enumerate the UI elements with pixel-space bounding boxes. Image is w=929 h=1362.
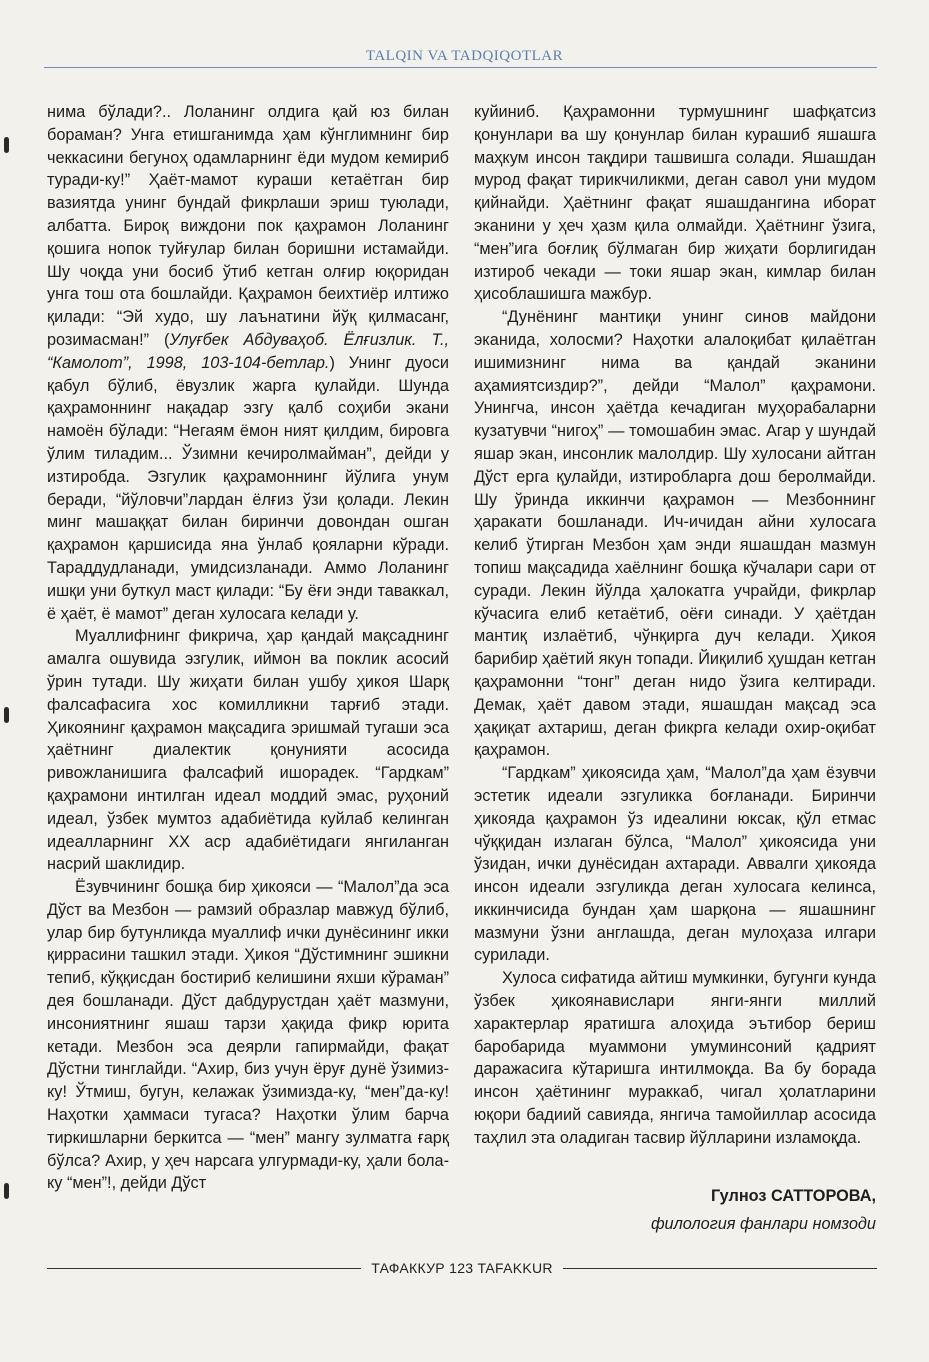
paragraph: Хулоса сифатида айтиш мумкинки, бугунги кунда ўзбек ҳикоянавислари янги-янги миллий характерлар яратишга алоҳида эътибор бериш баробарида муаммони умуминсоний қадрият даражасига кўтаришга интилмоқда. Ва бу борада инсон ҳаётининг мураккаб, чигал ҳолатларини юқори бадиий савияда, янгича тамойиллар асосида таҳлил эта оладиган тасвир йўлларини изламоқда. bbox=[474, 969, 876, 1147]
paragraph: куйиниб. Қаҳрамонни турмушнинг шафқатсиз қонунлари ва шу қонунлар билан курашиб яшашга маҳкум инсон тақдири ташвишга солади. Яшашдан мурод фақат тирикчиликми, деган савол уни мудом қийнайди. Ҳаётнинг фақат яшашдангина иборат эканини у ҳеч ҳазм қила олмайди. Ҳаётнинг ўзига, “мен”ига боғлиқ бўлмаган бир жиҳати борлигидан изтироб чекади — токи яшар экан, кимлар билан ҳисоблашишга мажбур. bbox=[474, 103, 876, 304]
author-name: Гулноз САТТОРОВА, bbox=[711, 1187, 876, 1205]
binder-hole-mark bbox=[4, 1183, 9, 1199]
paragraph: нима бўлади?.. Лоланинг олдига қай юз билан бораман? Унга етишганимда ҳам кўнглимнинг бир чеккасини бегуноҳ одамларнинг ёди мудом кемириб туради-ку!” Ҳаёт-мамот кураши кетаётган бир вазиятда унинг бундай фикрлаши эриш туюлади, албатта. Бироқ виждони пок қаҳрамон Лоланинг қошига нопок туйғулар билан боришни истамайди. Шу чоқда уни босиб ўтиб кетган олғир юқоридан унга тош ота бошлайди. Қаҳрамон беихтиёр илтижо қилади: “Эй худо, шу лаънатини йўқ қилмасанг, розимасман!” (Улуғбек Абдуваҳоб. Ёлғизлик. Т., “Камолот”, 1998, 103-104-бетлар.) Унинг дуоси қабул бўлиб, ёвузлик жарга қулайди. Шунда қаҳрамоннинг нақадар эзгу қалб соҳиби экани намоён бўлади: “Негаям ёмон ният қилдим, бировга ўлим тиладим... Ўзимни кечиролмайман”, дейди у изтиробда. Эзгулик қаҳрамоннинг йўлига унум беради, “йўловчи”лардан ёлғиз ўзи қолади. Лекин минг машаққат билан биринчи довондан ошган қаҳрамон қаршисида яна ўнлаб қояларни кўради. Тараддудланади, умидсизланади. Аммо Лоланинг ишқи уни буткул маст қилади: “Бу ёғи энди таваккал, ё ҳаёт, ё мамот” деган хулосага келади у. bbox=[47, 103, 450, 623]
author-signature bbox=[474, 1182, 876, 1238]
footer-rule-right bbox=[563, 1268, 877, 1269]
binder-hole-mark bbox=[4, 707, 9, 723]
header-rule bbox=[44, 67, 877, 68]
paragraph: “Дунёнинг мантиқи унинг синов майдони эканида, холосми? Наҳотки алалоқибат қилаётган ишимизнинг нима ва қандай эканини аҳамиятсиздир?”, дейди “Малол” қаҳрамони. Унингча, инсон ҳаётда кечадиган муҳорабаларни кузатувчи “нигоҳ” — томошабин эмас. Агар у шундай яшар экан, инсонлик малолдир. Шу хулосани айтган Дўст ерга қулайди, изтиробларга дош беролмайди. Шу ўринда иккинчи қаҳрамон — Мезбоннинг ҳаракати бошланади. Ич-ичидан айни хулосага келиб ўтирган Мезбон ҳам энди яшашдан мазмун топиш мақсадида хаёлнинг бошқа кўчалари сари от суради. Лекин йўлда ҳалокатга учрайди, фикрлар кўчасига елиб кетаётиб, оёғи синади. У ҳаётдан мантиқ излаётиб, чўнқирга дуч келади. Ҳикоя барибир ҳаётий якун топади. Йиқилиб ҳушдан кетган қаҳрамонни “тонг” деган нидо ўзига келтиради. Демак, ҳаёт давом этади, яшашдан мақсад эса ҳақиқат ахтариш, деган фикрга келади охир-оқибат қаҳрамон. bbox=[474, 308, 876, 760]
left-column bbox=[47, 101, 449, 1195]
author-title: филология фанлари номзоди bbox=[650, 1215, 876, 1233]
paragraph: “Гардкам” ҳикоясида ҳам, “Малол”да ҳам ёзувчи эстетик идеали эзгуликка боғланади. Биринчи ҳикояда қаҳрамон ўз идеалини юксак, қўл етмас чўққидан излаган бўлса, “Малол” ҳикоясида уни ўзидан, ички дунёсидан ахтаради. Аввалги ҳикояда инсон идеали эзгуликда деган хулосага келинса, иккинчисида бундан ҳам шарқона — яшашнинг мазмуни ўзни англашда, деган мулоҳаза илгари сурилади. bbox=[474, 764, 876, 965]
footer-rule-left bbox=[47, 1268, 361, 1269]
binder-hole-mark bbox=[4, 137, 9, 153]
paragraph: Муаллифнинг фикрича, ҳар қандай мақсаднинг амалга ошувида эзгулик, иймон ва поклик асосий ўрин тутади. Шу жиҳати билан ушбу ҳикоя Шарқ фалсафасига хос комилликни тарғиб этади. Ҳикоянинг қаҳрамон мақсадига эришмай тугаши эса ҳаётнинг диалектик қонунияти асосида ривожланишига фалсафий ишорадек. “Гардкам” қаҳрамони интилган идеал моддий эмас, руҳоний идеал, ўзбек мумтоз адабиётида куйлаб келинган идеалларнинг XX аср адабиётидаги янгиланган насрий шаклидир. bbox=[47, 627, 449, 874]
right-column bbox=[474, 101, 876, 1150]
citation: Улуғбек Абдуваҳоб. Ёлғизлик. Т., “Камолот”, 1998, 103-104-бетлар. bbox=[47, 330, 449, 372]
footer-page-label: ТАФАККУР 123 TAFAKKUR bbox=[371, 1260, 553, 1276]
paragraph: Ёзувчининг бошқа бир ҳикояси — “Малол”да эса Дўст ва Мезбон — рамзий образлар мавжуд бўлиб, улар бир бутунликда муаллиф ички дунёсининг икки қиррасини ташкил этади. Ҳикоя “Дўстимнинг эшикни тепиб, кўққисдан бостириб келишини яхши кўраман” дея бошланади. Дўст дабдурустдан ҳаёт мазмуни, инсониятнинг яшаш тарзи ҳақида фикр юрита кетади. Мезбон эса деярли гапирмайди, фақат Дўстни тинглайди. “Ахир, биз учун ёруғ дунё ўзимиз-ку! Ўтмиш, бугун, келажак ўзимизда-ку, “мен”да-ку! Наҳотки ҳаммаси тугаса? Наҳотки ўлим барча тиркишларни беркитса — “мен” мангу зулматга ғарқ бўлса? Ахир, у ҳеч нарсага улгурмади-ку, ҳали бола-ку “мен”!, дейди Дўст bbox=[47, 878, 449, 1193]
running-header: TALQIN VA TADQIQOTLAR bbox=[365, 48, 564, 64]
page-footer bbox=[47, 1260, 877, 1276]
